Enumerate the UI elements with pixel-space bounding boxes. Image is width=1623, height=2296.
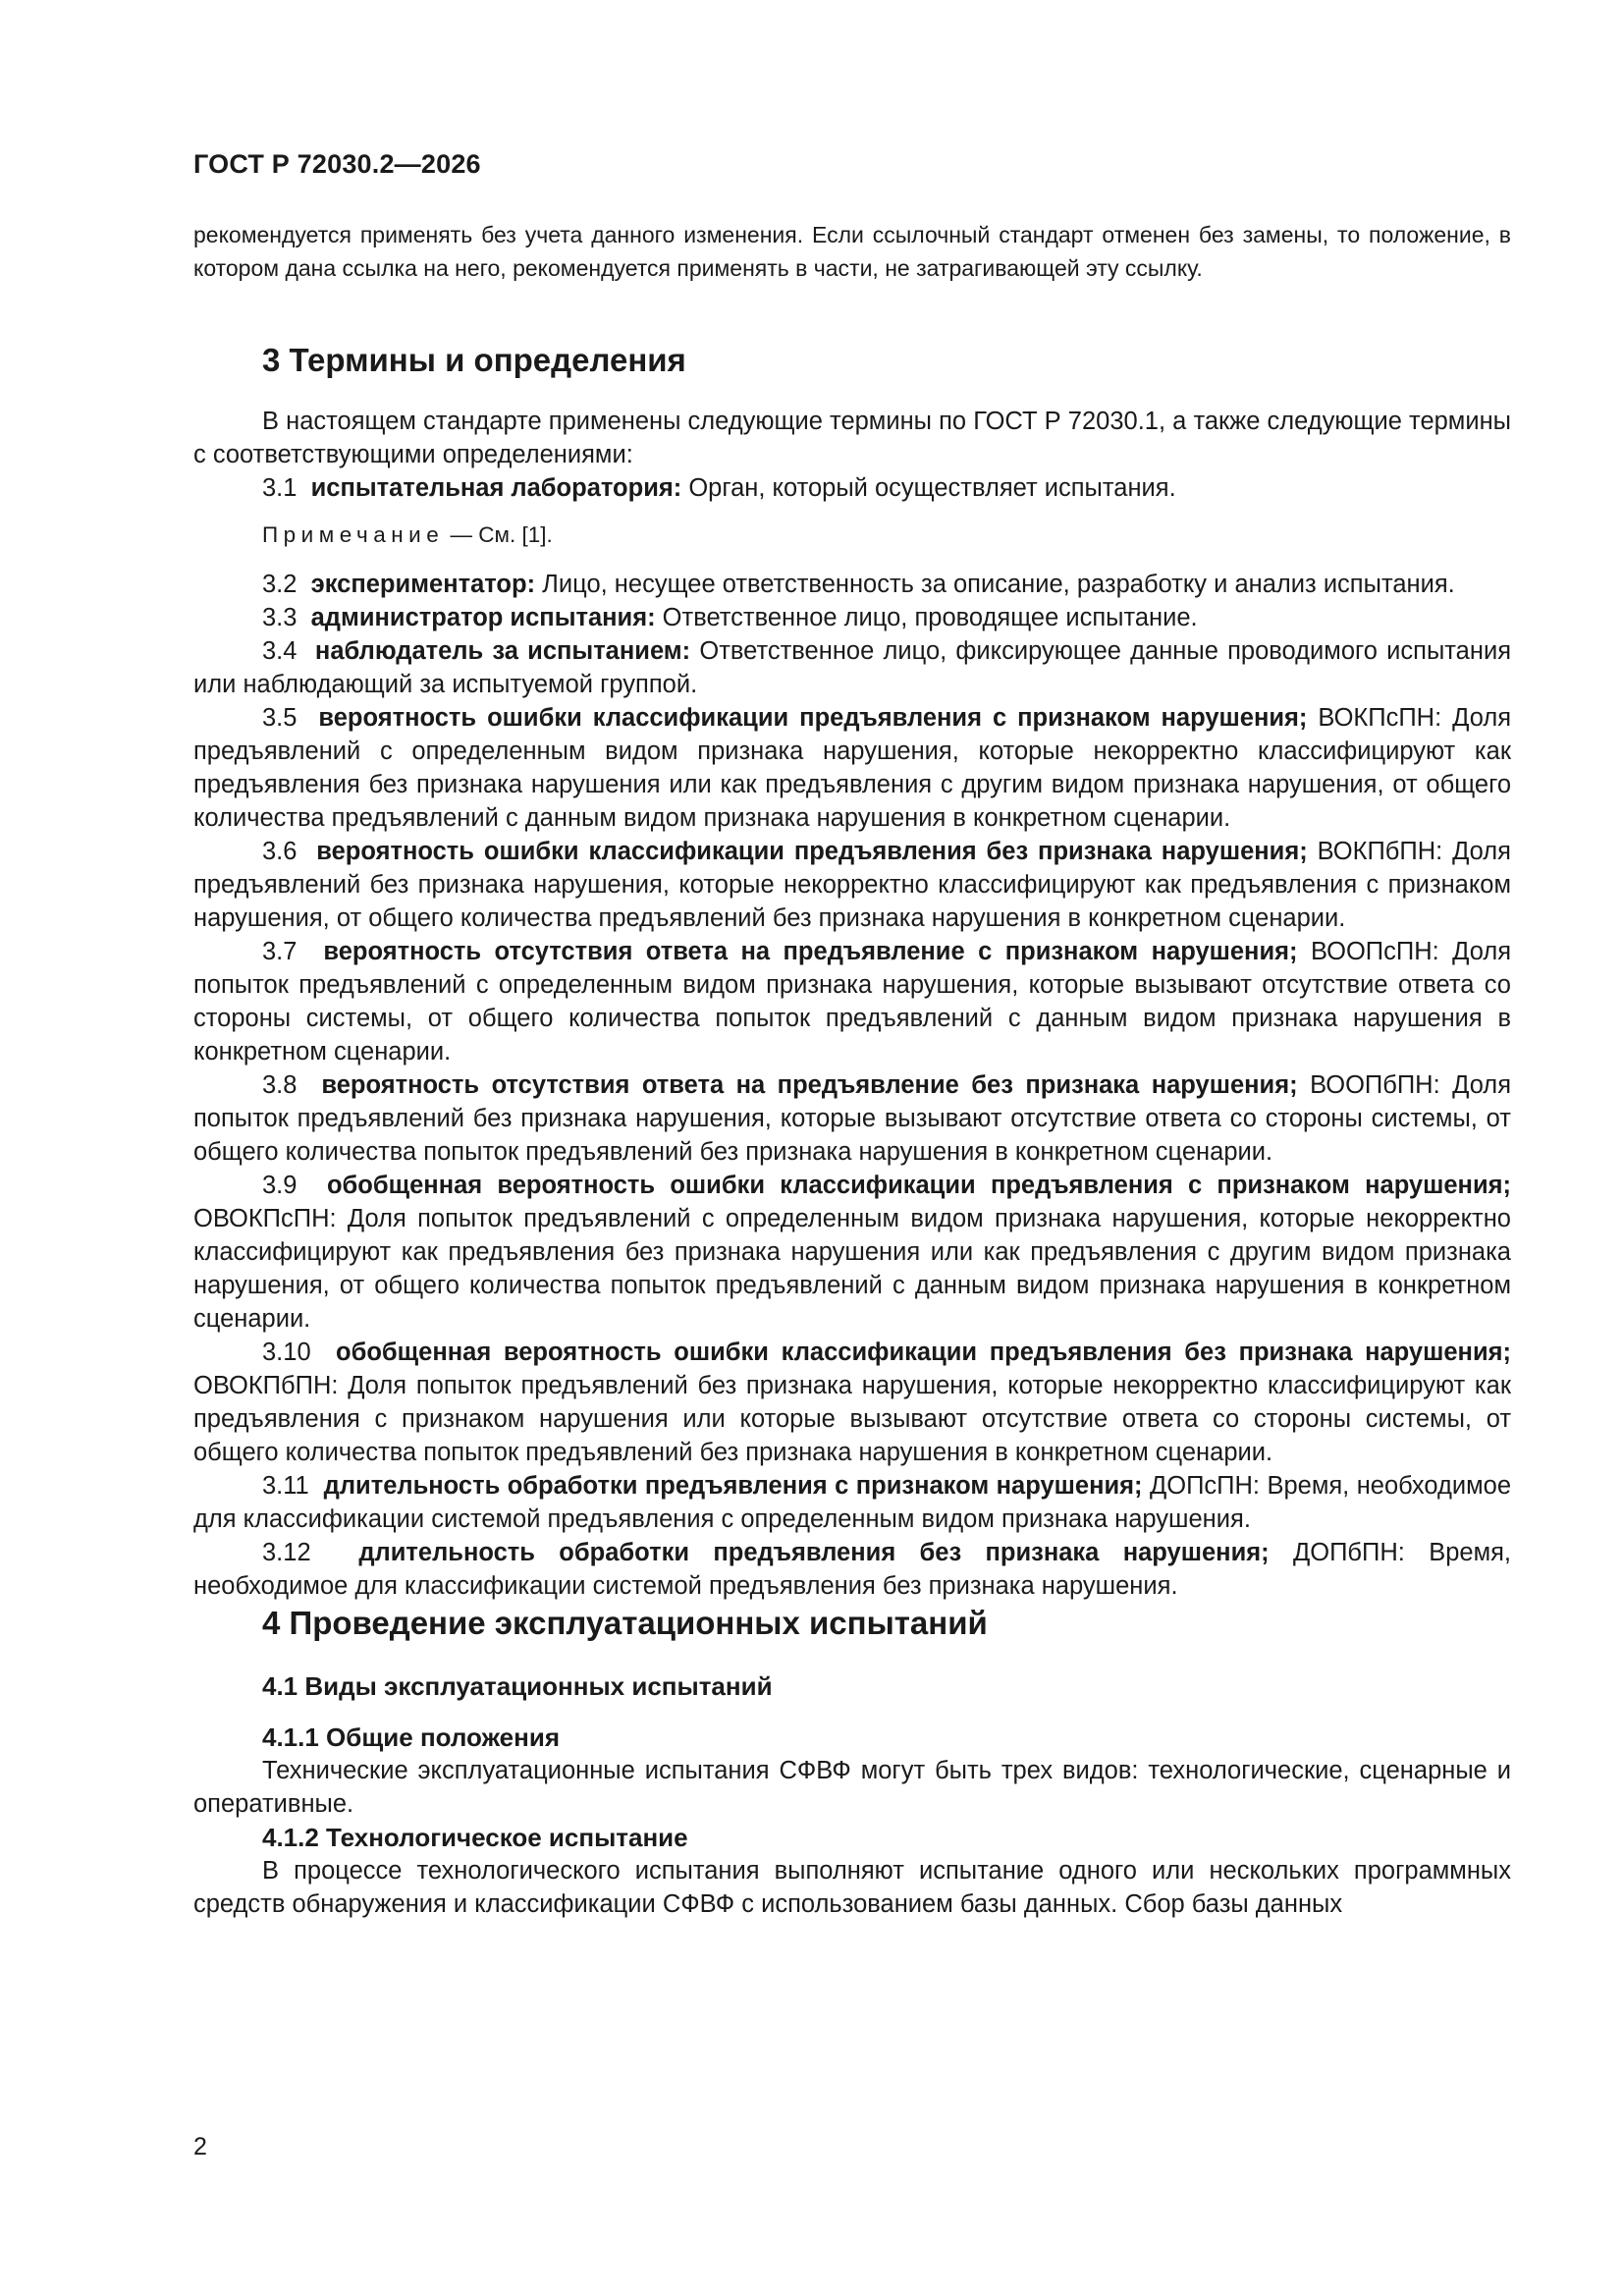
term-3-10: 3.10 обобщенная вероятность ошибки классификации предъявления без признака нарушения; ОВОКПбПН: Доля попыток предъявлений без признака нарушения, которые некорректно классифицируют как предъявления с признаком нарушения или которые вызывают отсутствие ответа со стороны системы, от общего количества попыток предъявлений без признака нарушения в конкретном сценарии. [193,1339,1511,1466]
term-3-8: 3.8 вероятность отсутствия ответа на предъявление без признака нарушения; ВООПбПН: Доля попыток предъявлений без признака нарушения, которые вызывают отсутствие ответа со стороны системы, от общего количества попыток предъявлений без признака нарушения в конкретном сценарии. [193,1071,1511,1166]
term-3-9: 3.9 обобщенная вероятность ошибки классификации предъявления с признаком нарушения; ОВОКПсПН: Доля попыток предъявлений с определенным видом признака нарушения, которые некорректно классифицируют как предъявления без признака нарушения или как предъявления с другим видом признака нарушения, от общего количества попыток предъявлений с данным видом признака нарушения в конкретном сценарии. [193,1172,1512,1333]
term-3-1: 3.1 испытательная лаборатория: Орган, который осуществляет испытания. [262,474,1176,502]
term-3-3: 3.3 администратор испытания: Ответственное лицо, проводящее испытание. [262,604,1198,631]
page-number: 2 [193,2133,207,2160]
term-3-12: 3.12 длительность обработки предъявления без признака нарушения; ДОПбПН: Время, необходимое для классификации системой предъявления без признака нарушения. [193,1539,1511,1600]
note [193,519,1511,552]
note-text: — См. [1]. [444,522,553,547]
subsection-4-1-1-title: 4.1.1 Общие положения [262,1722,560,1752]
term-3-2: 3.2 экспериментатор: Лицо, несущее ответственность за описание, разработку и анализ испытания. [262,571,1455,598]
section-3-lead: В настоящем стандарте применены следующие термины по ГОСТ Р 72030.1, а также следующие термины с соответствующими определениями: [193,408,1511,468]
subsection-4-1-title: 4.1 Виды эксплуатационных испытаний [262,1671,773,1701]
term-3-11: 3.11 длительность обработки предъявления с признаком нарушения; ДОПсПН: Время, необходимое для классификации системой предъявления с определенным видом признака нарушения. [193,1472,1512,1533]
note-label: Примечание [262,522,445,547]
section-3-title: 3 Термины и определения [262,342,686,378]
document-header: ГОСТ Р 72030.2—2026 [193,149,481,179]
document-body [193,218,1511,1921]
subsection-4-1-2-title: 4.1.2 Технологическое испытание [262,1823,688,1852]
paragraph-4-1-2: В процессе технологического испытания выполняют испытание одного или нескольких программных средств обнаружения и классификации СФВФ с использованием базы данных. Сбор базы данных [193,1857,1511,1918]
term-3-5: 3.5 вероятность ошибки классификации предъявления с признаком нарушения; ВОКПсПН: Доля предъявлений с определенным видом признака нарушения, которые некорректно классифицируют как предъявления без признака нарушения или как предъявления с другим видом признака нарушения, от общего количества предъявлений с данным видом признака нарушения в конкретном сценарии. [193,704,1512,832]
section-4-title: 4 Проведение эксплуатационных испытаний [262,1605,988,1641]
paragraph-4-1-1: Технические эксплуатационные испытания СФВФ могут быть трех видов: технологические, сценарные и оперативные. [193,1757,1511,1818]
term-3-7: 3.7 вероятность отсутствия ответа на предъявление с признаком нарушения; ВООПсПН: Доля попыток предъявлений с определенным видом признака нарушения, которые вызывают отсутствие ответа со стороны системы, от общего количества попыток предъявлений с данным видом признака нарушения в конкретном сценарии. [193,938,1512,1066]
intro-paragraph: рекомендуется применять без учета данного изменения. Если ссылочный стандарт отменен без замены, то положение, в котором дана ссылка на него, рекомендуется применять в части, не затрагивающей эту ссылку. [193,222,1511,281]
term-3-4: 3.4 наблюдатель за испытанием: Ответственное лицо, фиксирующее данные проводимого испытания или наблюдающий за испытуемой группой. [193,637,1512,698]
term-3-6: 3.6 вероятность ошибки классификации предъявления без признака нарушения; ВОКПбПН: Доля предъявлений без признака нарушения, которые некорректно классифицируют как предъявления с признаком нарушения, от общего количества предъявлений без признака нарушения в конкретном сценарии. [193,838,1511,932]
